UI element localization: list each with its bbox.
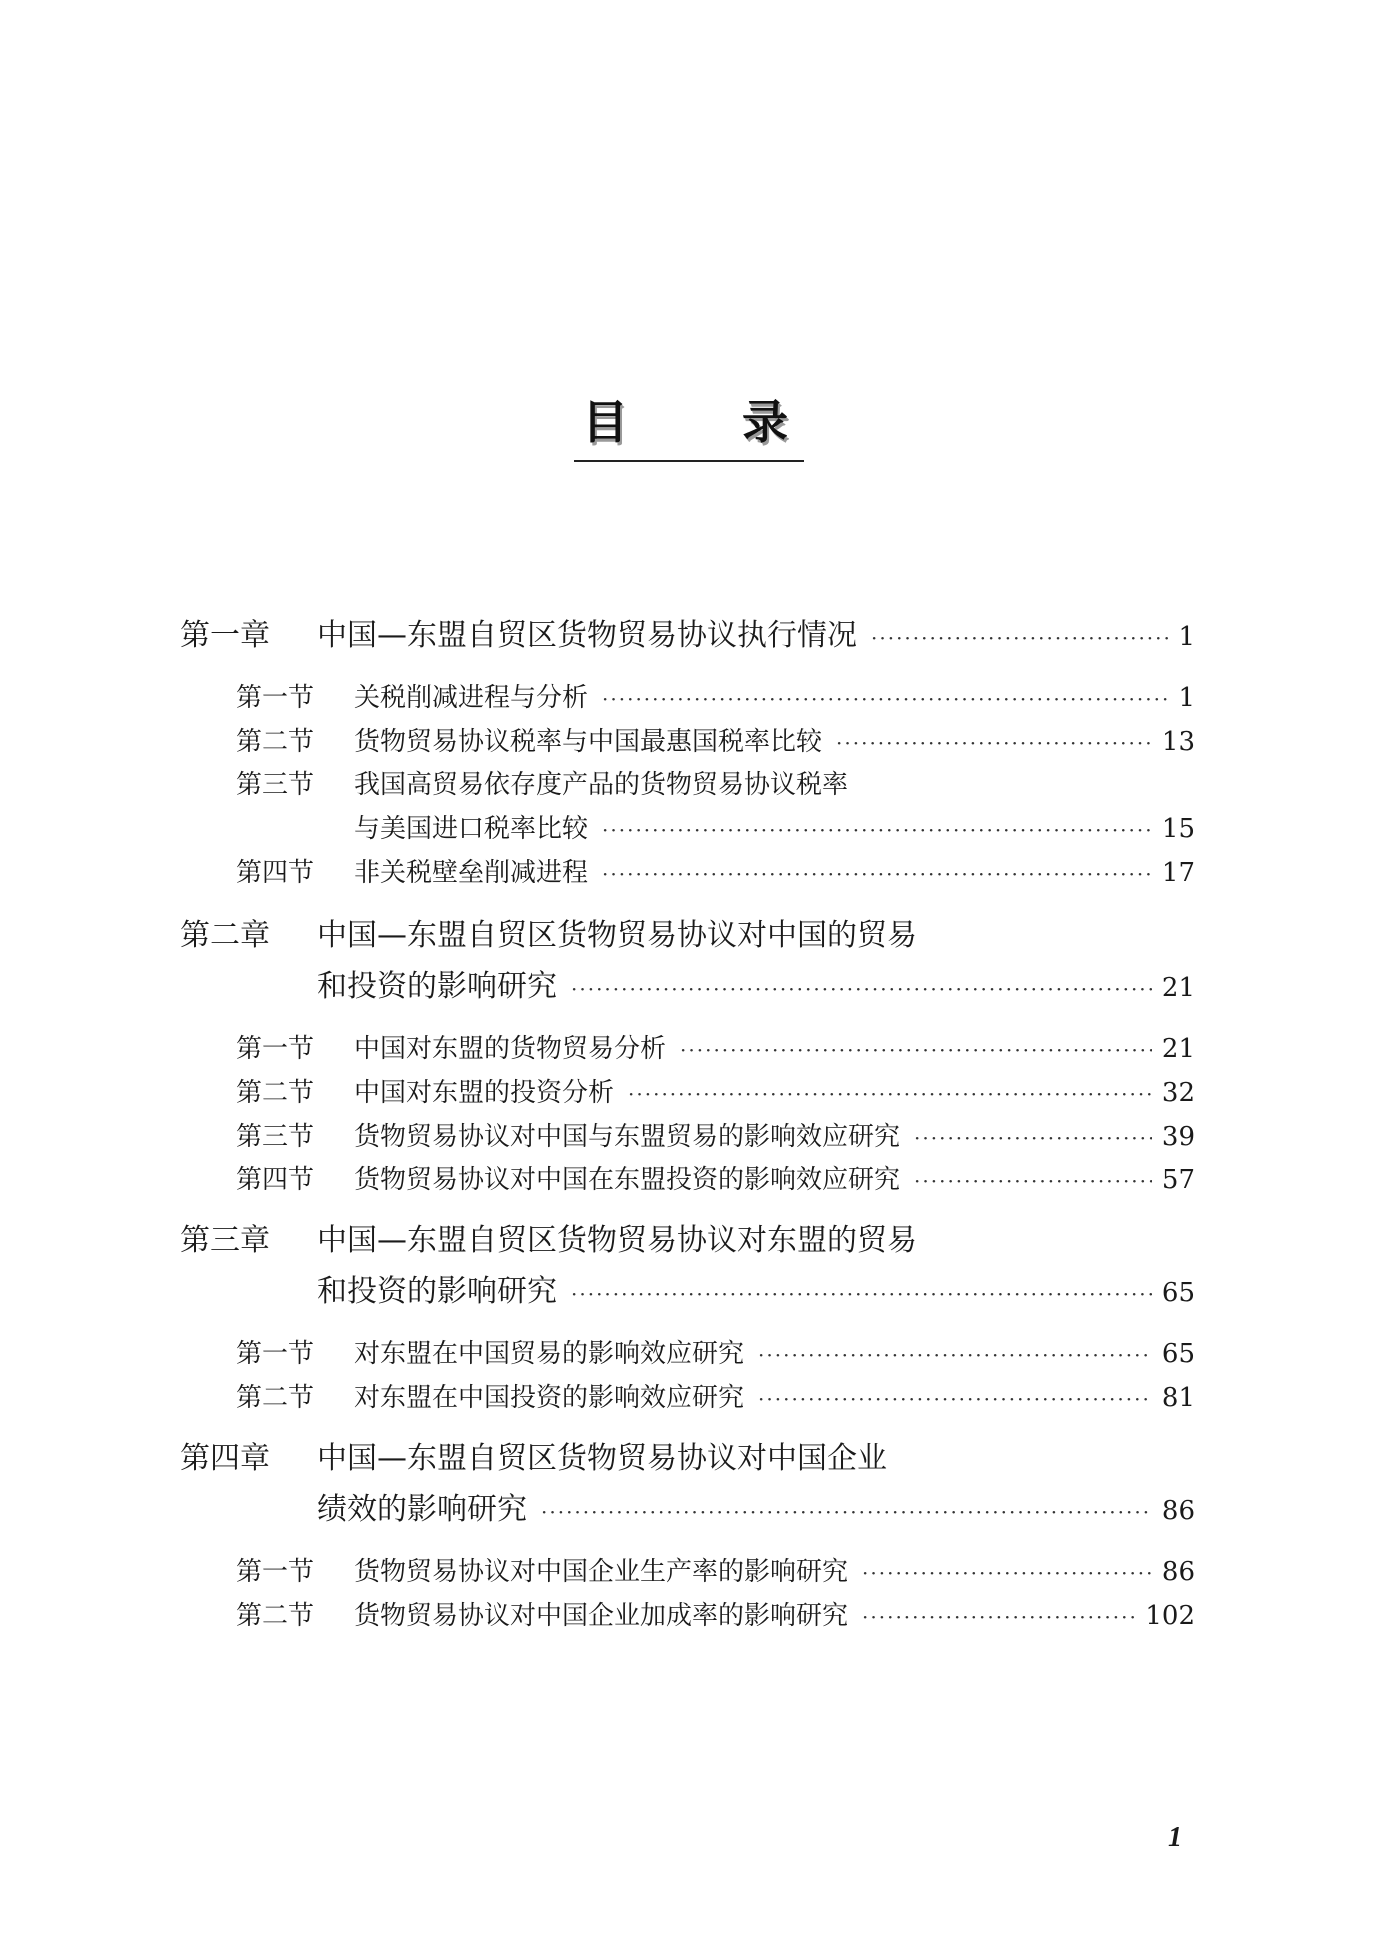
dot-leader — [602, 856, 1152, 892]
section-number: 第一节 — [236, 1557, 315, 1587]
page-number: 81 — [1161, 1383, 1195, 1413]
dot-leader — [862, 1555, 1152, 1591]
page-number: 86 — [1161, 1496, 1195, 1526]
toc-section-2-2[interactable] — [236, 1075, 1195, 1112]
dot-leader — [602, 812, 1152, 848]
chapter-title-continued: 和投资的影响研究 — [317, 969, 557, 1004]
page-number: 39 — [1161, 1122, 1195, 1152]
heading-underline — [574, 460, 804, 462]
toc-section-1-4[interactable] — [236, 855, 1195, 892]
section-number: 第一节 — [236, 1034, 315, 1064]
chapter-title: 中国—东盟自贸区货物贸易协议对中国企业 — [317, 1441, 887, 1476]
page-number: 13 — [1161, 727, 1195, 757]
section-number: 第一节 — [236, 1339, 315, 1369]
page-number: 21 — [1161, 973, 1195, 1003]
page-number: 1 — [1178, 683, 1195, 713]
toc-section-2-1[interactable] — [236, 1031, 1195, 1068]
section-title: 非关税壁垒削减进程 — [354, 858, 589, 888]
dot-leader — [571, 969, 1152, 1009]
toc-section-2-3[interactable] — [236, 1119, 1195, 1156]
section-title: 中国对东盟的投资分析 — [354, 1078, 615, 1108]
page-number: 1 — [1178, 622, 1195, 652]
toc-chapter-2-continued[interactable] — [317, 967, 1195, 1009]
section-title: 货物贸易协议对中国企业加成率的影响研究 — [354, 1601, 849, 1631]
chapter-number: 第二章 — [180, 918, 270, 953]
dot-leader — [758, 1381, 1152, 1417]
chapter-title-continued: 绩效的影响研究 — [317, 1492, 527, 1527]
section-title: 中国对东盟的货物贸易分析 — [354, 1034, 667, 1064]
page-number: 17 — [1161, 858, 1195, 888]
page-number: 65 — [1161, 1278, 1195, 1308]
page-number: 65 — [1161, 1339, 1195, 1369]
toc-section-4-2[interactable] — [236, 1598, 1195, 1635]
section-number: 第三节 — [236, 1122, 315, 1152]
chapter-title: 中国—东盟自贸区货物贸易协议对中国的贸易 — [317, 918, 917, 953]
dot-leader — [914, 1120, 1152, 1156]
section-number: 第二节 — [236, 1601, 315, 1631]
page-number: 86 — [1161, 1557, 1195, 1587]
dot-leader — [862, 1599, 1135, 1635]
toc-section-1-3-continued[interactable] — [354, 811, 1195, 848]
toc-section-3-2[interactable] — [236, 1380, 1195, 1417]
page-number: 32 — [1161, 1078, 1195, 1108]
section-title: 我国高贸易依存度产品的货物贸易协议税率 — [354, 770, 849, 800]
section-number: 第二节 — [236, 1383, 315, 1413]
toc-heading — [574, 392, 804, 464]
chapter-number: 第三章 — [180, 1223, 270, 1258]
toc-chapter-3-continued[interactable] — [317, 1272, 1195, 1314]
toc-chapter-3[interactable] — [180, 1221, 1195, 1261]
chapter-number: 第一章 — [180, 618, 270, 653]
section-number: 第四节 — [236, 858, 315, 888]
chapter-title: 中国—东盟自贸区货物贸易协议对东盟的贸易 — [317, 1223, 917, 1258]
section-number: 第三节 — [236, 770, 315, 800]
toc-section-1-3[interactable] — [236, 767, 1195, 803]
dot-leader — [541, 1492, 1152, 1532]
page-number: 102 — [1145, 1601, 1195, 1631]
heading-char-mu: 目 — [582, 395, 628, 449]
toc-section-2-4[interactable] — [236, 1162, 1195, 1199]
toc-chapter-2[interactable] — [180, 916, 1195, 956]
folio-page-number: 1 — [1168, 1822, 1182, 1853]
section-number: 第四节 — [236, 1165, 315, 1195]
heading-char-lu: 录 — [742, 395, 788, 449]
dot-leader — [914, 1163, 1152, 1199]
toc-chapter-1[interactable] — [180, 616, 1195, 658]
toc-section-1-2[interactable] — [236, 724, 1195, 761]
page-number: 57 — [1161, 1165, 1195, 1195]
section-title: 货物贸易协议对中国企业生产率的影响研究 — [354, 1557, 849, 1587]
section-number: 第二节 — [236, 1078, 315, 1108]
dot-leader — [871, 618, 1168, 658]
toc-chapter-4[interactable] — [180, 1439, 1195, 1479]
dot-leader — [758, 1337, 1152, 1373]
section-title: 对东盟在中国贸易的影响效应研究 — [354, 1339, 745, 1369]
chapter-number: 第四章 — [180, 1441, 270, 1476]
section-title: 对东盟在中国投资的影响效应研究 — [354, 1383, 745, 1413]
section-title: 货物贸易协议对中国与东盟贸易的影响效应研究 — [354, 1122, 901, 1152]
chapter-title-continued: 和投资的影响研究 — [317, 1274, 557, 1309]
chapter-title: 中国—东盟自贸区货物贸易协议执行情况 — [317, 618, 857, 653]
section-number: 第一节 — [236, 683, 315, 713]
section-title: 关税削减进程与分析 — [354, 683, 589, 713]
section-title: 货物贸易协议税率与中国最惠国税率比较 — [354, 727, 823, 757]
dot-leader — [628, 1076, 1152, 1112]
dot-leader — [602, 681, 1168, 717]
toc-section-1-1[interactable] — [236, 680, 1195, 717]
toc-chapter-4-continued[interactable] — [317, 1490, 1195, 1532]
dot-leader — [680, 1032, 1152, 1068]
section-title: 货物贸易协议对中国在东盟投资的影响效应研究 — [354, 1165, 901, 1195]
section-title-continued: 与美国进口税率比较 — [354, 814, 589, 844]
section-number: 第二节 — [236, 727, 315, 757]
toc-section-4-1[interactable] — [236, 1554, 1195, 1591]
page-number: 15 — [1161, 814, 1195, 844]
page-number: 21 — [1161, 1034, 1195, 1064]
dot-leader — [836, 725, 1152, 761]
dot-leader — [571, 1274, 1152, 1314]
toc-section-3-1[interactable] — [236, 1336, 1195, 1373]
